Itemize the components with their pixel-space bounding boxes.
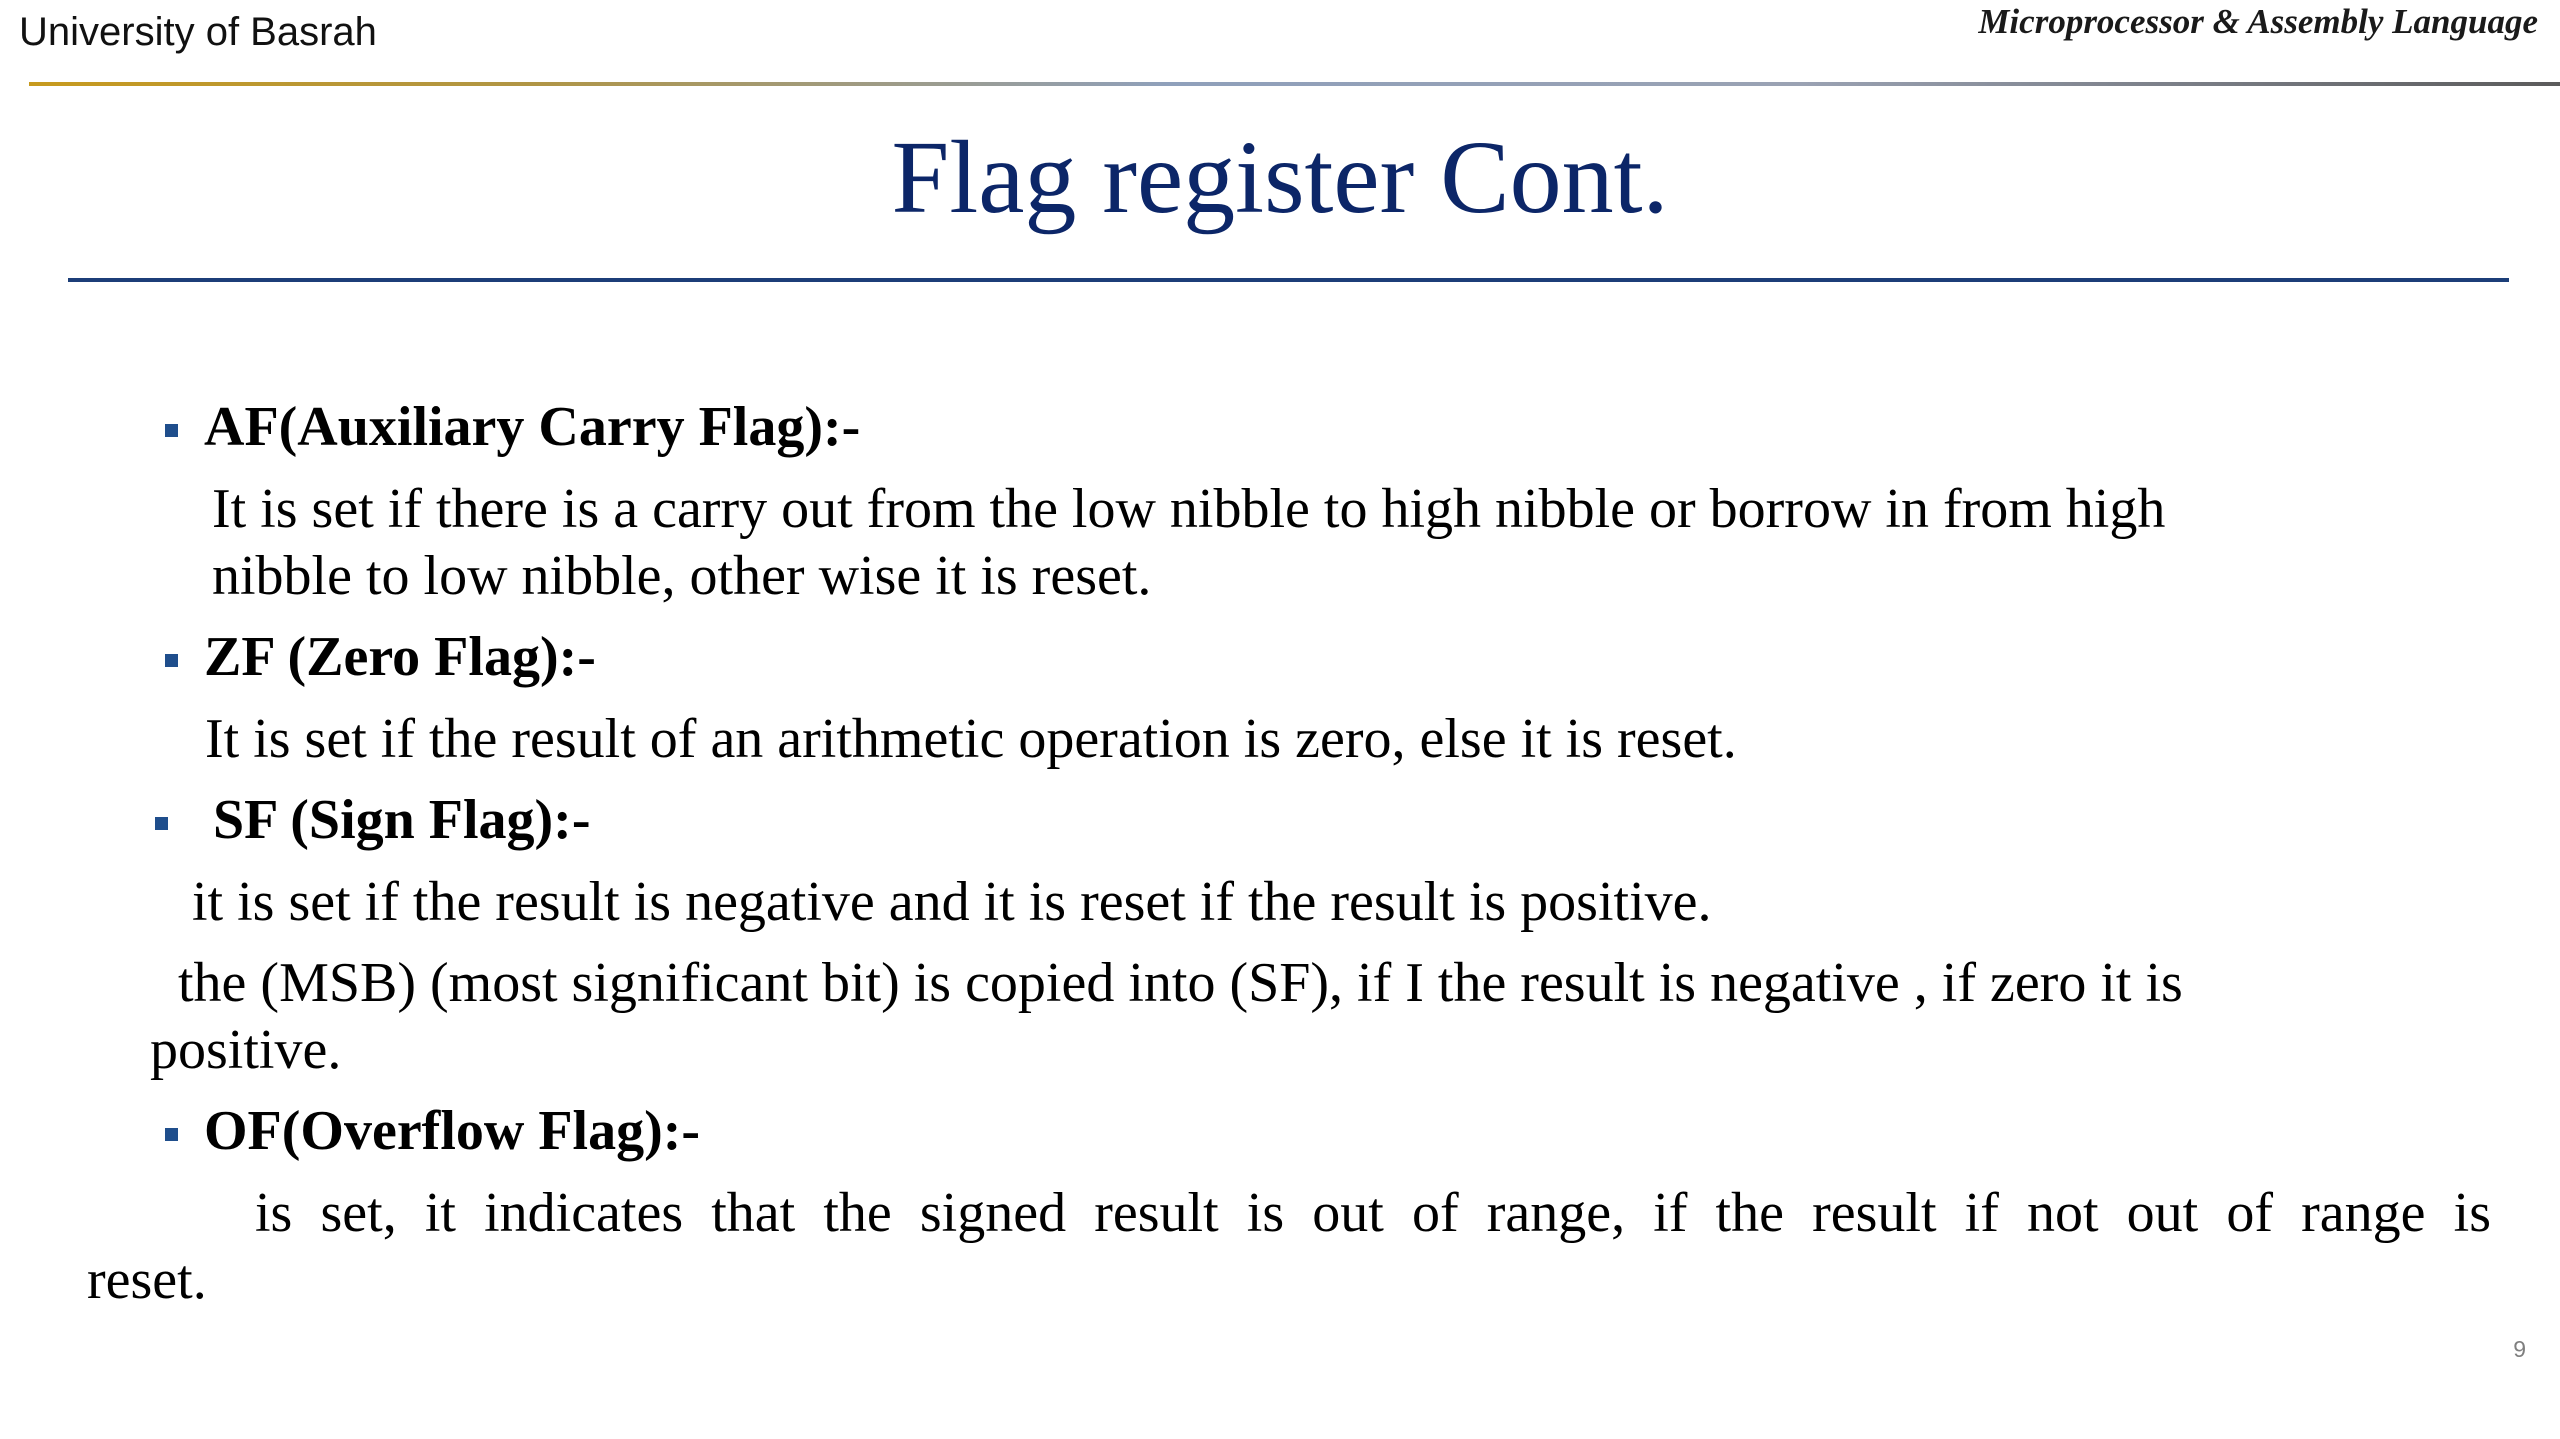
bullet-icon (165, 424, 178, 437)
of-heading: OF(Overflow Flag):- (204, 1100, 701, 1162)
of-text-line-1: is set, it indicates that the signed result is out of range, if the result if not out of range is (255, 1182, 2491, 1244)
af-heading: AF(Auxiliary Carry Flag):- (204, 396, 861, 458)
sf-heading: SF (Sign Flag):- (213, 789, 591, 851)
zf-text-line-1: It is set if the result of an arithmetic operation is zero, else it is reset. (205, 708, 1737, 770)
sf-text-line-1: it is set if the result is negative and it is reset if the result is positive. (192, 871, 1712, 933)
zf-heading: ZF (Zero Flag):- (204, 626, 596, 688)
page-number: 9 (2513, 1336, 2526, 1362)
of-text-line-2: reset. (87, 1249, 207, 1311)
sf-text-line-3: positive. (150, 1019, 342, 1081)
bullet-icon (165, 1128, 178, 1141)
bullet-icon (155, 817, 168, 830)
header-divider (29, 82, 2560, 86)
slide-title: Flag register Cont. (891, 120, 1669, 235)
university-name: University of Basrah (19, 10, 377, 54)
title-divider (68, 278, 2509, 282)
af-text-line-2: nibble to low nibble, other wise it is reset. (212, 545, 1152, 607)
course-title: Microprocessor & Assembly Language (1978, 2, 2538, 41)
sf-text-line-2: the (MSB) (most significant bit) is copied into (SF), if I the result is negative , if zero it is (178, 952, 2183, 1014)
af-text-line-1: It is set if there is a carry out from the low nibble to high nibble or borrow in from high (212, 478, 2166, 540)
bullet-icon (165, 654, 178, 667)
